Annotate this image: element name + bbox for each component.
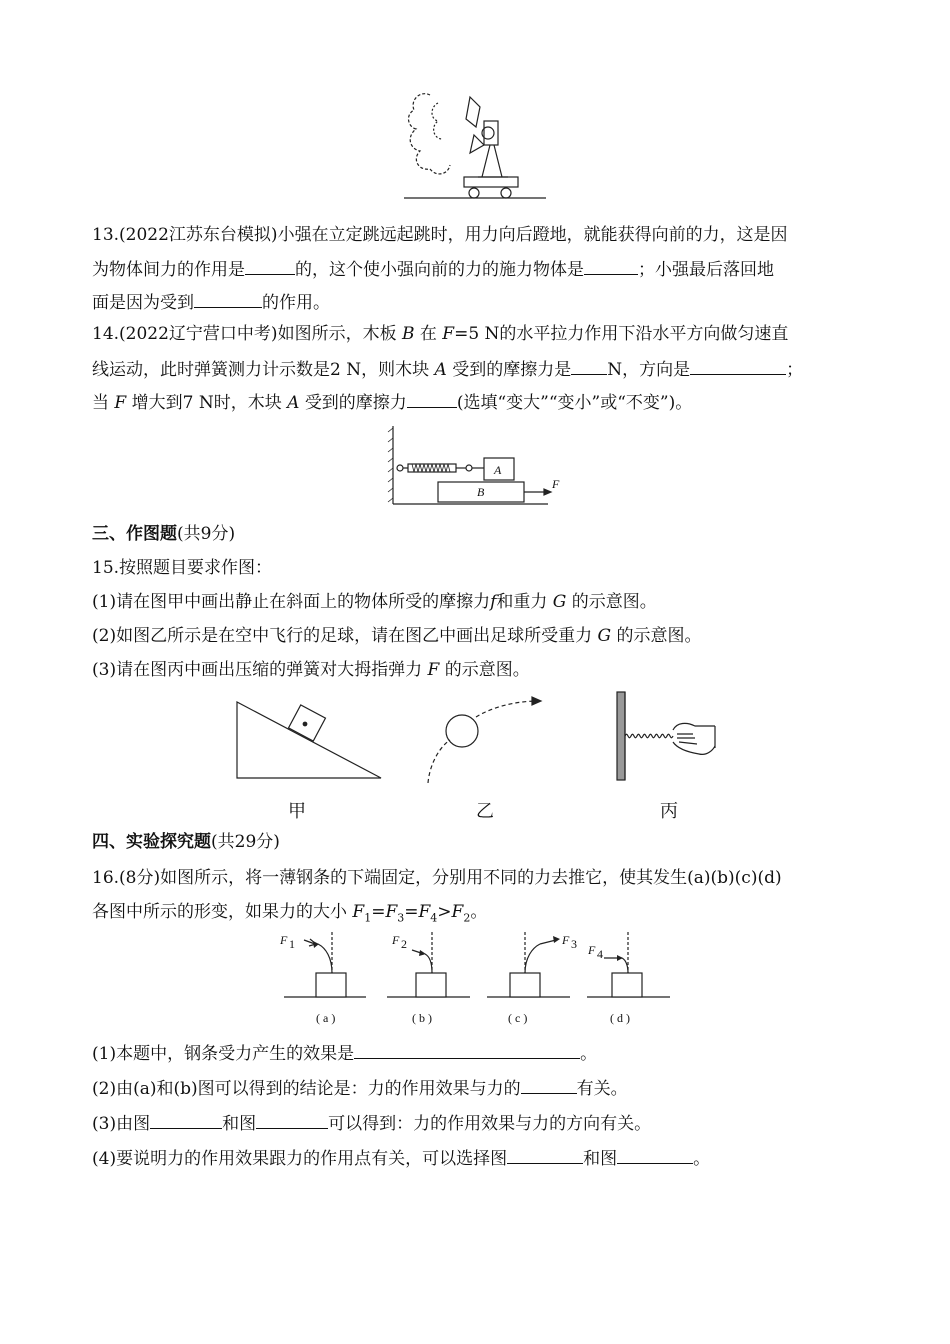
q16-part4: (4)要说明力的作用效果跟力的作用点有关，可以选择图 和图 。 [92, 1145, 872, 1171]
spring-board-figure [388, 424, 568, 508]
q15-part2: (2)如图乙所示是在空中飞行的足球，请在图乙中画出足球所受重力 G 的示意图。 [92, 626, 702, 646]
fig-label-c: ( c ) [508, 1011, 528, 1025]
q14-line1: 14.(2022辽宁营口中考)如图所示，木板 B 在 F=5 N的水平拉力作用下沿水平方向做匀速直 [92, 324, 789, 344]
f2-label: F [392, 933, 400, 947]
f4-label: F [588, 943, 596, 957]
q14-line3: 当 F 增大到7 N时，木块 A 受到的摩擦力 (选填“变大”“变小”或“不变”)。 [92, 389, 872, 415]
q14-blank-3[interactable] [407, 389, 457, 408]
fig-label-F: F [552, 477, 560, 491]
q16-part2: (2)由(a)和(b)图可以得到的结论是：力的作用效果与力的 有关。 [92, 1075, 872, 1101]
fig-label-B: B [477, 485, 485, 499]
f1-label: F [280, 933, 288, 947]
q14-blank-1[interactable] [571, 356, 607, 375]
q16-line2: 各图中所示的形变，如果力的大小 $F_1=F_3=F_4>F_2$。 [92, 902, 488, 925]
section-4-heading: 四、实验探究题(共29分) [92, 832, 280, 852]
q16-part1: (1)本题中，钢条受力产生的效果是 。 [92, 1040, 872, 1066]
figure-bing-spring-thumb [615, 692, 725, 784]
steel-strip-figures [282, 930, 672, 1030]
fig-label-d: ( d ) [610, 1011, 630, 1025]
fig-label-A: A [494, 463, 502, 477]
q13-blank-2[interactable] [584, 256, 638, 275]
q16-blank-5[interactable] [507, 1145, 583, 1164]
figure-yi-football [420, 695, 550, 785]
fan-cart-figure [400, 85, 550, 210]
f2-sub: 2 [401, 937, 407, 951]
label-yi: 乙 [476, 801, 494, 822]
q14-blank-2[interactable] [690, 356, 786, 375]
f1-sub: 1 [289, 937, 295, 951]
q16-blank-4[interactable] [256, 1110, 328, 1129]
fig-label-a: ( a ) [316, 1011, 336, 1025]
section-3-heading: 三、作图题(共9分) [92, 524, 236, 544]
label-jia: 甲 [288, 801, 306, 822]
q16-part3: (3)由图 和图 可以得到：力的作用效果与力的方向有关。 [92, 1110, 872, 1136]
q15-part1: (1)请在图甲中画出静止在斜面上的物体所受的摩擦力f和重力 G 的示意图。 [92, 592, 657, 612]
q15-intro: 15.按照题目要求作图： [92, 558, 273, 578]
figure-jia-incline [235, 700, 385, 780]
q13-blank-3[interactable] [194, 289, 262, 308]
q13-line3: 面是因为受到 的作用。 [92, 289, 872, 315]
f3-sub: 3 [571, 937, 577, 951]
q13-blank-1[interactable] [245, 256, 295, 275]
q15-part3: (3)请在图丙中画出压缩的弹簧对大拇指弹力 F 的示意图。 [92, 660, 530, 680]
q16-blank-2[interactable] [521, 1075, 577, 1094]
label-bing: 丙 [660, 801, 678, 822]
q16-blank-1[interactable] [354, 1040, 580, 1059]
q16-line1: 16.(8分)如图所示，将一薄钢条的下端固定，分别用不同的力去推它，使其发生(a)(b)(c)(d) [92, 868, 782, 888]
f3-label: F [562, 933, 570, 947]
q16-blank-6[interactable] [617, 1145, 693, 1164]
q13-line2: 为物体间力的作用是 的，这个使小强向前的力的施力物体是 ；小强最后落回地 [92, 256, 872, 282]
q13-line1: 13.(2022江苏东台模拟)小强在立定跳远起跳时，用力向后蹬地，就能获得向前的力，这是因 [92, 225, 788, 245]
fig-label-b: ( b ) [412, 1011, 432, 1025]
f4-sub: 4 [597, 947, 603, 961]
q14-line2: 线运动，此时弹簧测力计示数是2 N，则木块 A 受到的摩擦力是 N，方向是 ； [92, 356, 872, 382]
q16-blank-3[interactable] [150, 1110, 222, 1129]
